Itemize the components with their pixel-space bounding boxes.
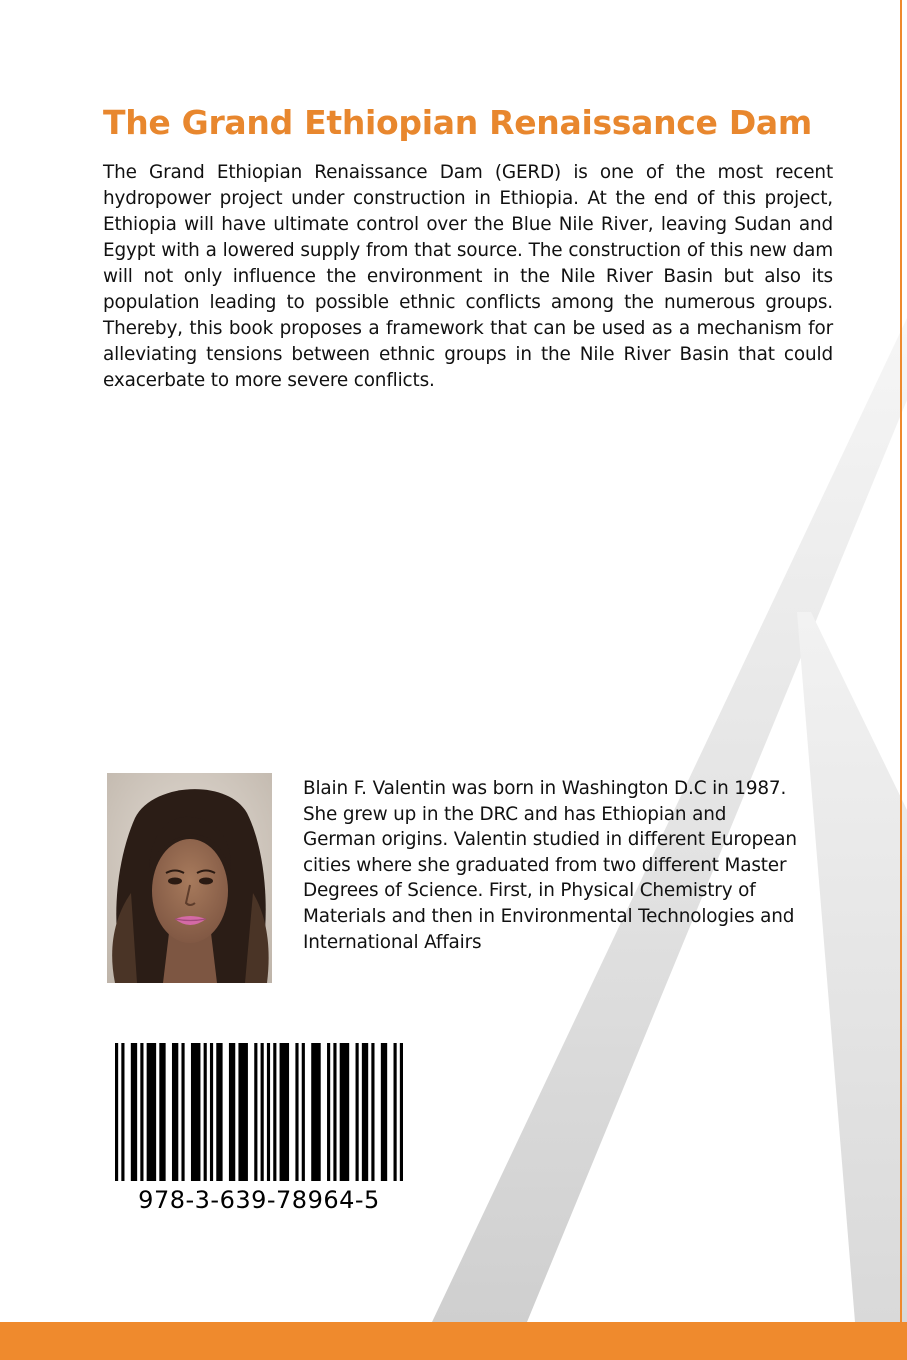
barcode-bar: [121, 1043, 124, 1181]
barcode-bar: [181, 1043, 184, 1181]
barcode-bar: [381, 1043, 387, 1181]
barcode-bar: [302, 1043, 305, 1181]
right-edge-rule: [900, 0, 902, 1322]
barcode-bar: [147, 1043, 156, 1181]
barcode-bar: [115, 1043, 118, 1181]
barcode-bar: [273, 1043, 276, 1181]
barcode-bar: [327, 1043, 330, 1181]
barcode-bar: [229, 1043, 235, 1181]
isbn-number: 978-3-639-78964-5: [138, 1186, 380, 1214]
barcode-bar: [371, 1043, 374, 1181]
barcode-bar: [261, 1043, 264, 1181]
barcode-bar: [191, 1043, 200, 1181]
barcode-bar: [254, 1043, 257, 1181]
barcode-bar: [362, 1043, 368, 1181]
barcode-bar: [131, 1043, 137, 1181]
author-photo: [107, 773, 272, 983]
barcode-bar: [267, 1043, 270, 1181]
isbn-barcode: [103, 1030, 415, 1225]
author-bio: Blain F. Valentin was born in Washington D.C in 1987. She grew up in the DRC and has Ethiopian and German origins. Valentin studied in different European cities where she graduated from two different Master Degrees of Science. First, in Physical Chemistry of Materials and then in Environmental Technologies and International Affairs: [303, 778, 797, 953]
barcode-bar: [204, 1043, 207, 1181]
barcode-bar: [216, 1043, 222, 1181]
barcode-bar: [340, 1043, 349, 1181]
book-description: The Grand Ethiopian Renaissance Dam (GERD) is one of the most recent hydropower project under construction in Ethiopia. At the end of this project, Ethiopia will have ultimate control over the Blue Nile River, leaving Sudan and Egypt with a lowered supply from that source. The construction of this new dam will not only influence the environment in the Nile River Basin but also its population leading to possible ethnic conflicts among the numerous groups. Thereby, this book proposes a framework that can be used as a mechanism for alleviating tensions between ethnic groups in the Nile River Basin that could exacerbate to more severe conflicts.: [103, 162, 833, 391]
barcode-bar: [356, 1043, 359, 1181]
barcode-bar: [394, 1043, 397, 1181]
book-title: The Grand Ethiopian Renaissance Dam: [103, 103, 812, 142]
author-portrait-image: [107, 773, 272, 983]
barcode-bar: [140, 1043, 143, 1181]
barcode-bar: [333, 1043, 336, 1181]
barcode-bar: [159, 1043, 165, 1181]
bottom-color-band: [0, 1322, 907, 1360]
barcode-bars: [115, 1043, 403, 1181]
barcode-bar: [280, 1043, 289, 1181]
barcode-bar: [311, 1043, 320, 1181]
barcode-bar: [210, 1043, 213, 1181]
barcode-bar: [295, 1043, 298, 1181]
barcode-bar: [238, 1043, 247, 1181]
barcode-bar: [400, 1043, 403, 1181]
barcode-bar: [172, 1043, 178, 1181]
